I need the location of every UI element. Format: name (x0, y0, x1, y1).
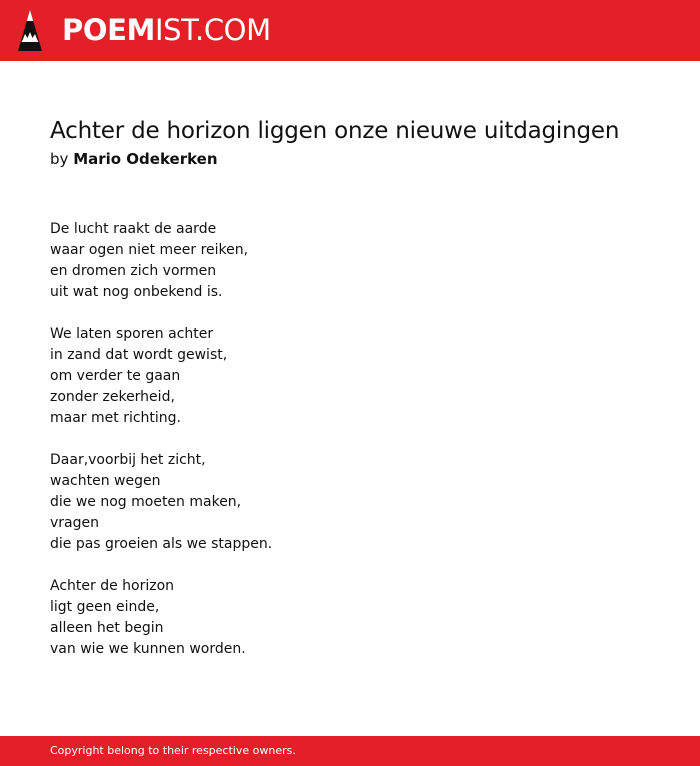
poem-line: zonder zekerheid, (50, 389, 175, 405)
pencil-icon[interactable] (18, 10, 42, 51)
poem-line: die we nog moeten maken, (50, 494, 242, 510)
stanza-gap (50, 555, 650, 576)
stanza-3 (50, 450, 650, 555)
poem-line: Daar,voorbij het zicht, (50, 452, 206, 468)
poem-body (50, 219, 650, 660)
stanza-1 (50, 219, 650, 303)
copyright-notice: Copyright belong to their respective owners. (50, 744, 296, 757)
poem-line: vragen (50, 515, 99, 531)
poem-line: waar ogen niet meer reiken, (50, 242, 249, 258)
by-label: by (50, 150, 69, 168)
stanza-4 (50, 576, 650, 660)
poem-line: maar met richting. (50, 410, 181, 426)
site-header (0, 0, 700, 61)
poem-line: uit wat nog onbekend is. (50, 284, 223, 300)
poem-line: We laten sporen achter (50, 326, 214, 342)
site-logo-text[interactable] (62, 13, 271, 47)
stanza-2 (50, 324, 650, 429)
poem-line: in zand dat wordt gewist, (50, 347, 228, 363)
poem-line: van wie we kunnen worden. (50, 641, 246, 657)
poem-line: om verder te gaan (50, 368, 181, 384)
poem-line: die pas groeien als we stappen. (50, 536, 273, 552)
stanza-gap (50, 303, 650, 324)
poem-line: Achter de horizon (50, 578, 175, 594)
logo-bold-text: POEM (62, 13, 155, 47)
poem-line: en dromen zich vormen (50, 263, 217, 279)
poem-line: De lucht raakt de aarde (50, 221, 217, 237)
logo-light-text: IST.COM (154, 13, 271, 47)
author-name: Mario Odekerken (73, 150, 218, 168)
poem-line: wachten wegen (50, 473, 161, 489)
poem-line: ligt geen einde, (50, 599, 160, 615)
poem-title: Achter de horizon liggen onze nieuwe uitdagingen (50, 118, 620, 144)
poem-line: alleen het begin (50, 620, 164, 636)
site-footer (0, 736, 700, 766)
byline (50, 149, 218, 169)
stanza-gap (50, 429, 650, 450)
